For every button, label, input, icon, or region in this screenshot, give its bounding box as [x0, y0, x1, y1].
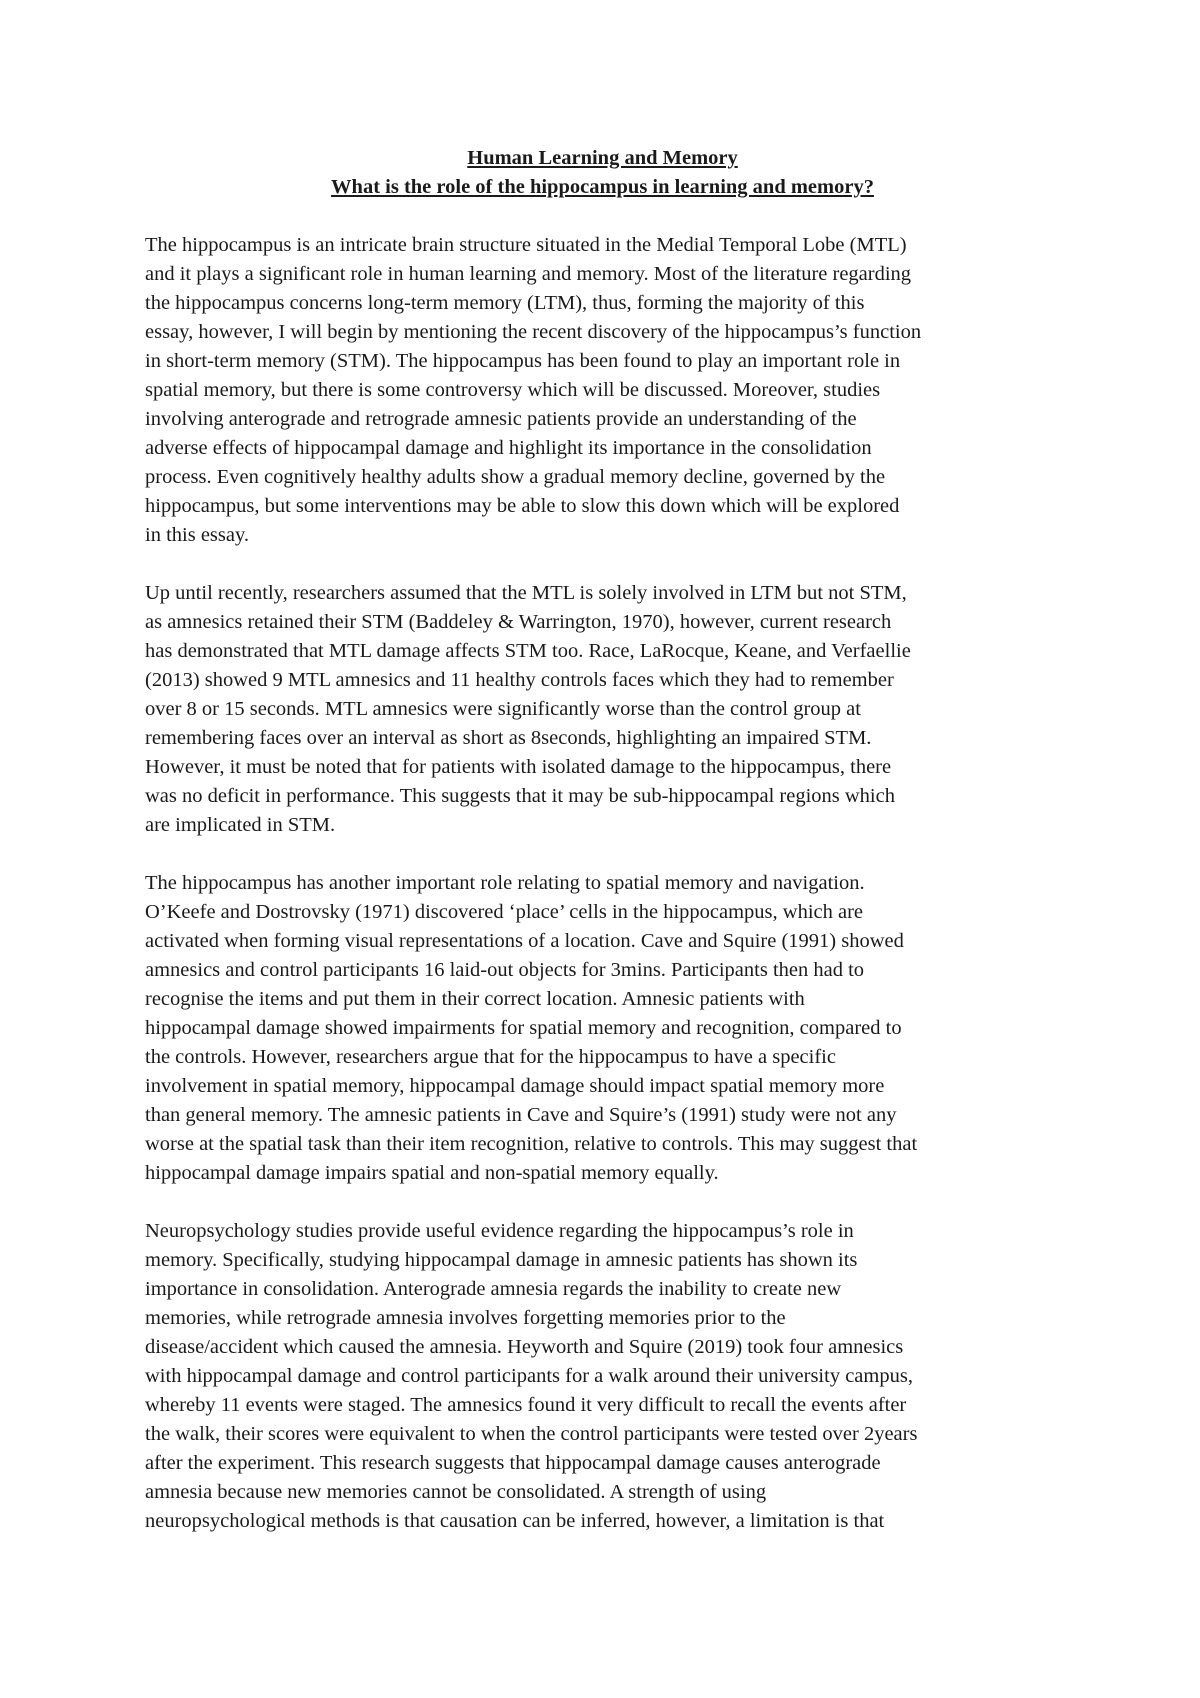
paragraph-line: memories, while retrograde amnesia involves forgetting memories prior to the: [145, 1307, 786, 1329]
paragraph-line: amnesics and control participants 16 laid-out objects for 3mins. Participants then had to: [145, 959, 865, 981]
paragraph-line: was no deficit in performance. This suggests that it may be sub-hippocampal regions which: [145, 785, 895, 807]
paragraph-line: with hippocampal damage and control participants for a walk around their university campus,: [145, 1365, 913, 1387]
paragraph-line: in this essay.: [145, 524, 250, 546]
paragraph-line: in short-term memory (STM). The hippocampus has been found to play an important role in: [145, 350, 901, 372]
document-subtitle: What is the role of the hippocampus in learning and memory?: [331, 176, 874, 198]
paragraph-line: than general memory. The amnesic patients in Cave and Squire’s (1991) study were not any: [145, 1104, 897, 1126]
paragraph-line: process. Even cognitively healthy adults show a gradual memory decline, governed by the: [145, 466, 886, 488]
paragraph-line: neuropsychological methods is that causation can be inferred, however, a limitation is that: [145, 1510, 885, 1532]
paragraph-line: activated when forming visual representations of a location. Cave and Squire (1991) showed: [145, 930, 904, 952]
paragraph-line: essay, however, I will begin by mentioning the recent discovery of the hippocampus’s function: [145, 321, 922, 343]
paragraph-line: worse at the spatial task than their item recognition, relative to controls. This may suggest that: [145, 1133, 918, 1155]
paragraph-line: (2013) showed 9 MTL amnesics and 11 healthy controls faces which they had to remember: [145, 669, 894, 691]
essay-body: [145, 231, 1060, 1536]
paragraph-line: memory. Specifically, studying hippocampal damage in amnesic patients has shown its: [145, 1249, 858, 1271]
paragraph-line: over 8 or 15 seconds. MTL amnesics were significantly worse than the control group at: [145, 698, 861, 720]
paragraph-line: recognise the items and put them in their correct location. Amnesic patients with: [145, 988, 805, 1010]
paragraph-line: Neuropsychology studies provide useful evidence regarding the hippocampus’s role in: [145, 1220, 854, 1242]
paragraph-line: remembering faces over an interval as short as 8seconds, highlighting an impaired STM.: [145, 727, 872, 749]
paragraph-line: spatial memory, but there is some controversy which will be discussed. Moreover, studies: [145, 379, 881, 401]
paragraph-line: O’Keefe and Dostrovsky (1971) discovered ‘place’ cells in the hippocampus, which are: [145, 901, 864, 923]
paragraph-line: amnesia because new memories cannot be consolidated. A strength of using: [145, 1481, 767, 1503]
paragraph-line: The hippocampus is an intricate brain structure situated in the Medial Temporal Lobe (MTL): [145, 234, 907, 256]
paragraph-line: However, it must be noted that for patients with isolated damage to the hippocampus, there: [145, 756, 892, 778]
paragraph-line: the controls. However, researchers argue that for the hippocampus to have a specific: [145, 1046, 836, 1068]
title-spacer: [145, 202, 1060, 231]
document-content: [145, 144, 1060, 1565]
paragraph-line: hippocampal damage impairs spatial and non-spatial memory equally.: [145, 1162, 719, 1184]
paragraph-line: involvement in spatial memory, hippocampal damage should impact spatial memory more: [145, 1075, 885, 1097]
paragraph-line: involving anterograde and retrograde amnesic patients provide an understanding of the: [145, 408, 857, 430]
paragraph-line: the hippocampus concerns long-term memory (LTM), thus, forming the majority of this: [145, 292, 865, 314]
paragraph-line: importance in consolidation. Anterograde amnesia regards the inability to create new: [145, 1278, 842, 1300]
body-paragraph: [145, 1217, 1060, 1536]
paragraph-line: The hippocampus has another important role relating to spatial memory and navigation.: [145, 872, 865, 894]
paragraph-line: disease/accident which caused the amnesia. Heyworth and Squire (2019) took four amnesics: [145, 1336, 904, 1358]
paragraph-line: hippocampus, but some interventions may be able to slow this down which will be explored: [145, 495, 900, 517]
paragraph-line: and it plays a significant role in human learning and memory. Most of the literature regarding: [145, 263, 912, 285]
document-title: Human Learning and Memory: [467, 147, 738, 169]
body-paragraph: [145, 579, 1060, 840]
paragraph-line: after the experiment. This research suggests that hippocampal damage causes anterograde: [145, 1452, 881, 1474]
body-paragraph: [145, 869, 1060, 1188]
paragraph-line: whereby 11 events were staged. The amnesics found it very difficult to recall the events after: [145, 1394, 907, 1416]
paragraph-line: as amnesics retained their STM (Baddeley & Warrington, 1970), however, current research: [145, 611, 892, 633]
paragraph-line: has demonstrated that MTL damage affects STM too. Race, LaRocque, Keane, and Verfaellie: [145, 640, 911, 662]
paragraph-line: the walk, their scores were equivalent to when the control participants were tested over 2years: [145, 1423, 918, 1445]
body-paragraph: [145, 231, 1060, 550]
paragraph-line: adverse effects of hippocampal damage and highlight its importance in the consolidation: [145, 437, 872, 459]
paragraph-line: are implicated in STM.: [145, 814, 336, 836]
paragraph-line: hippocampal damage showed impairments for spatial memory and recognition, compared to: [145, 1017, 902, 1039]
paragraph-line: Up until recently, researchers assumed that the MTL is solely involved in LTM but not STM,: [145, 582, 907, 604]
